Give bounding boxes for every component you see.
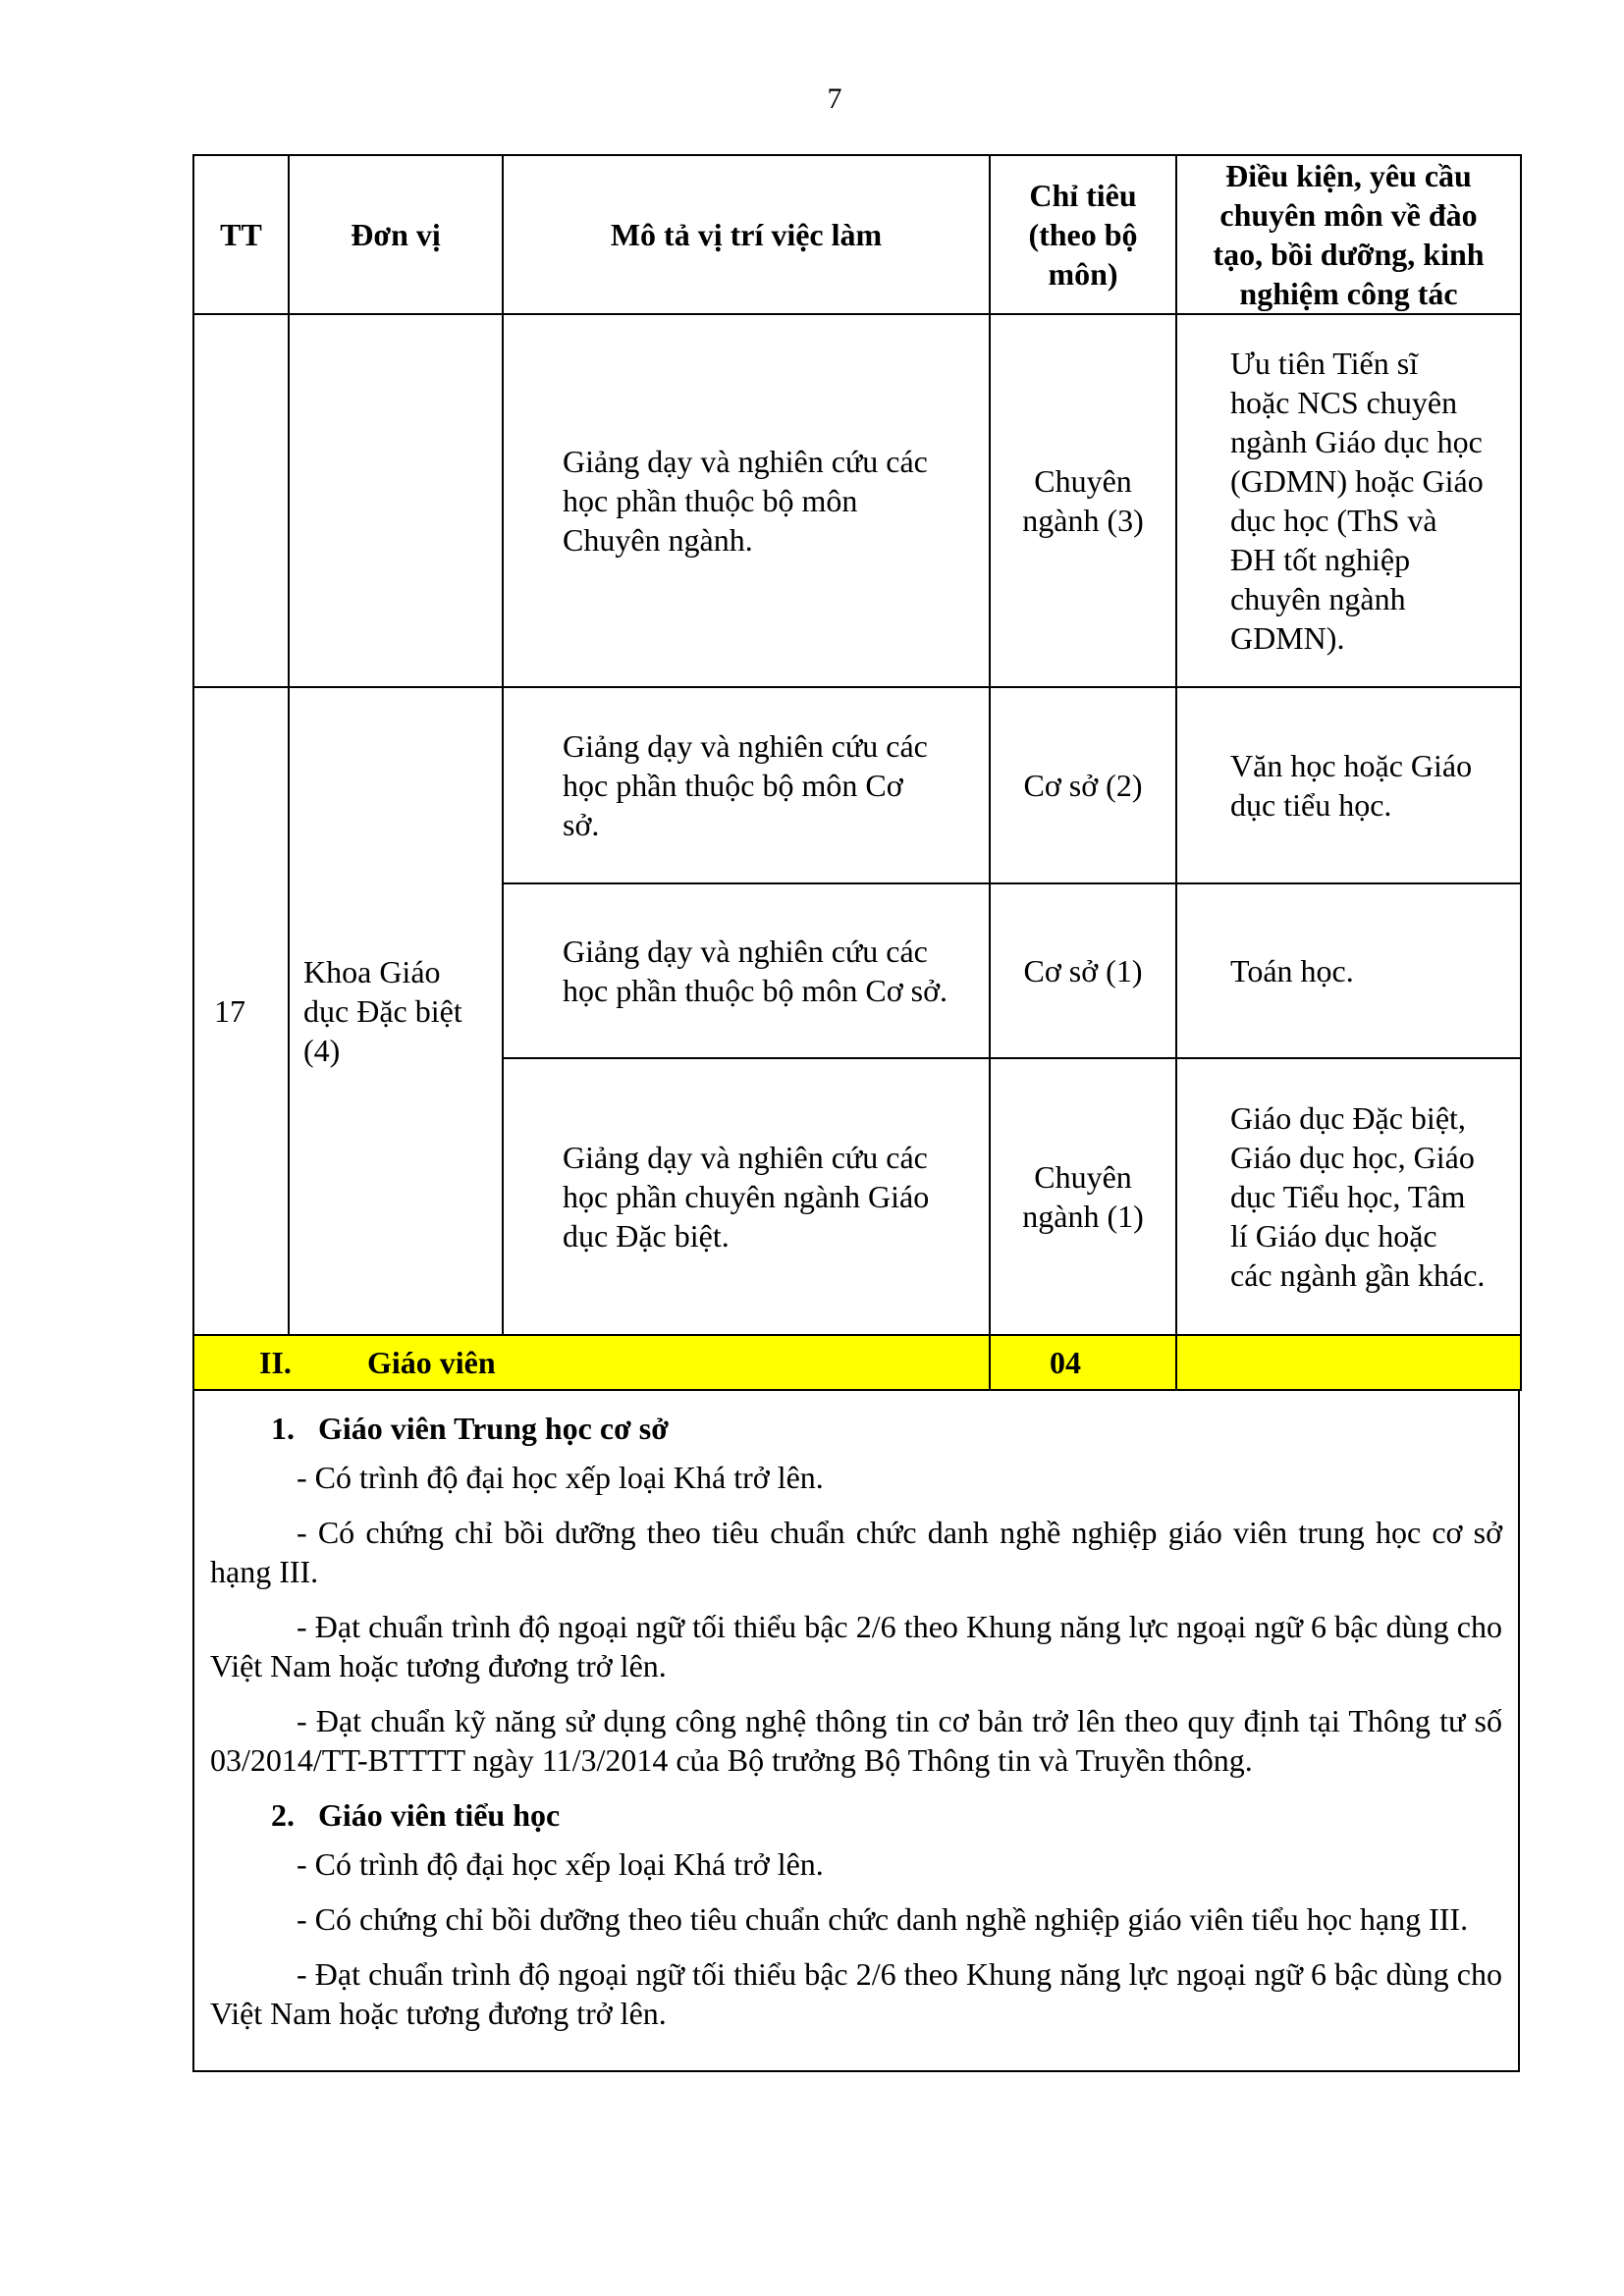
section-ii-empty-cell bbox=[1176, 1335, 1521, 1390]
description-cell: Giảng dạy và nghiên cứu các học phần thuộc bộ môn Cơ sở. bbox=[503, 883, 990, 1058]
requirements-body bbox=[192, 1391, 1520, 2072]
header-unit: Đơn vị bbox=[289, 155, 503, 314]
description-cell: Giảng dạy và nghiên cứu các học phần thuộc bộ môn Cơ sở. bbox=[503, 687, 990, 883]
conditions-cell: Giáo dục Đặc biệt, Giáo dục học, Giáo dục Tiểu học, Tâm lí Giáo dục hoặc các ngành gần khác. bbox=[1176, 1058, 1521, 1335]
tt-cell: 17 bbox=[193, 687, 289, 1335]
requirement-item: - Có trình độ đại học xếp loại Khá trở lên. bbox=[297, 1460, 824, 1495]
table-row bbox=[193, 687, 1521, 883]
section-ii-row bbox=[193, 1335, 1521, 1390]
quota-cell: Chuyên ngành (3) bbox=[990, 314, 1176, 687]
requirement-item: - Có trình độ đại học xếp loại Khá trở lên. bbox=[297, 1846, 824, 1882]
unit-cell: Khoa Giáo dục Đặc biệt (4) bbox=[289, 687, 503, 1335]
recruitment-table bbox=[192, 154, 1522, 1391]
unit-cell-empty bbox=[289, 314, 503, 687]
conditions-cell: Văn học hoặc Giáo dục tiểu học. bbox=[1176, 687, 1521, 883]
section-ii-title-cell bbox=[193, 1335, 990, 1390]
table-row bbox=[193, 314, 1521, 687]
recruitment-table-frame bbox=[192, 154, 1520, 2072]
conditions-cell: Ưu tiên Tiến sĩ hoặc NCS chuyên ngành Giáo dục học (GDMN) hoặc Giáo dục học (ThS và ĐH tốt nghiệp chuyên ngành GDMN). bbox=[1176, 314, 1521, 687]
quota-cell: Cơ sở (2) bbox=[990, 687, 1176, 883]
description-cell: Giảng dạy và nghiên cứu các học phần chuyên ngành Giáo dục Đặc biệt. bbox=[503, 1058, 990, 1335]
quota-cell: Cơ sở (1) bbox=[990, 883, 1176, 1058]
section-ii-quota: 04 bbox=[1050, 1345, 1081, 1380]
section-heading: 2. Giáo viên tiểu học bbox=[271, 1797, 561, 1833]
requirement-item: - Có chứng chỉ bồi dưỡng theo tiêu chuẩn chức danh nghề nghiệp giáo viên trung học cơ sở hạng III. bbox=[210, 1515, 1502, 1589]
header-quota: Chỉ tiêu (theo bộ môn) bbox=[990, 155, 1176, 314]
requirement-item: - Có chứng chỉ bồi dưỡng theo tiêu chuẩn chức danh nghề nghiệp giáo viên tiểu học hạng III. bbox=[297, 1901, 1469, 1937]
requirement-item: - Đạt chuẩn kỹ năng sử dụng công nghệ thông tin cơ bản trở lên theo quy định tại Thông tư số 03/2014/TT-BTTTT ngày 11/3/2014 của Bộ trưởng Bộ Thông tin và Truyền thông. bbox=[210, 1703, 1502, 1778]
section-heading: 1. Giáo viên Trung học cơ sở bbox=[271, 1411, 669, 1446]
header-description: Mô tả vị trí việc làm bbox=[503, 155, 990, 314]
section-ii-title: Giáo viên bbox=[367, 1345, 496, 1380]
table-header-row bbox=[193, 155, 1521, 314]
header-conditions: Điều kiện, yêu cầu chuyên môn về đào tạo, bồi dưỡng, kinh nghiệm công tác bbox=[1176, 155, 1521, 314]
quota-cell: Chuyên ngành (1) bbox=[990, 1058, 1176, 1335]
requirement-item: - Đạt chuẩn trình độ ngoại ngữ tối thiểu bậc 2/6 theo Khung năng lực ngoại ngữ 6 bậc dùng cho Việt Nam hoặc tương đương trở lên. bbox=[210, 1956, 1502, 2031]
conditions-cell: Toán học. bbox=[1176, 883, 1521, 1058]
header-tt: TT bbox=[193, 155, 289, 314]
requirement-item: - Đạt chuẩn trình độ ngoại ngữ tối thiểu bậc 2/6 theo Khung năng lực ngoại ngữ 6 bậc dùng cho Việt Nam hoặc tương đương trở lên. bbox=[210, 1609, 1502, 1683]
section-ii-quota-cell bbox=[990, 1335, 1176, 1390]
description-cell: Giảng dạy và nghiên cứu các học phần thuộc bộ môn Chuyên ngành. bbox=[503, 314, 990, 687]
page-number: 7 bbox=[827, 82, 842, 115]
tt-cell-empty bbox=[193, 314, 289, 687]
section-ii-roman: II. bbox=[259, 1345, 292, 1380]
